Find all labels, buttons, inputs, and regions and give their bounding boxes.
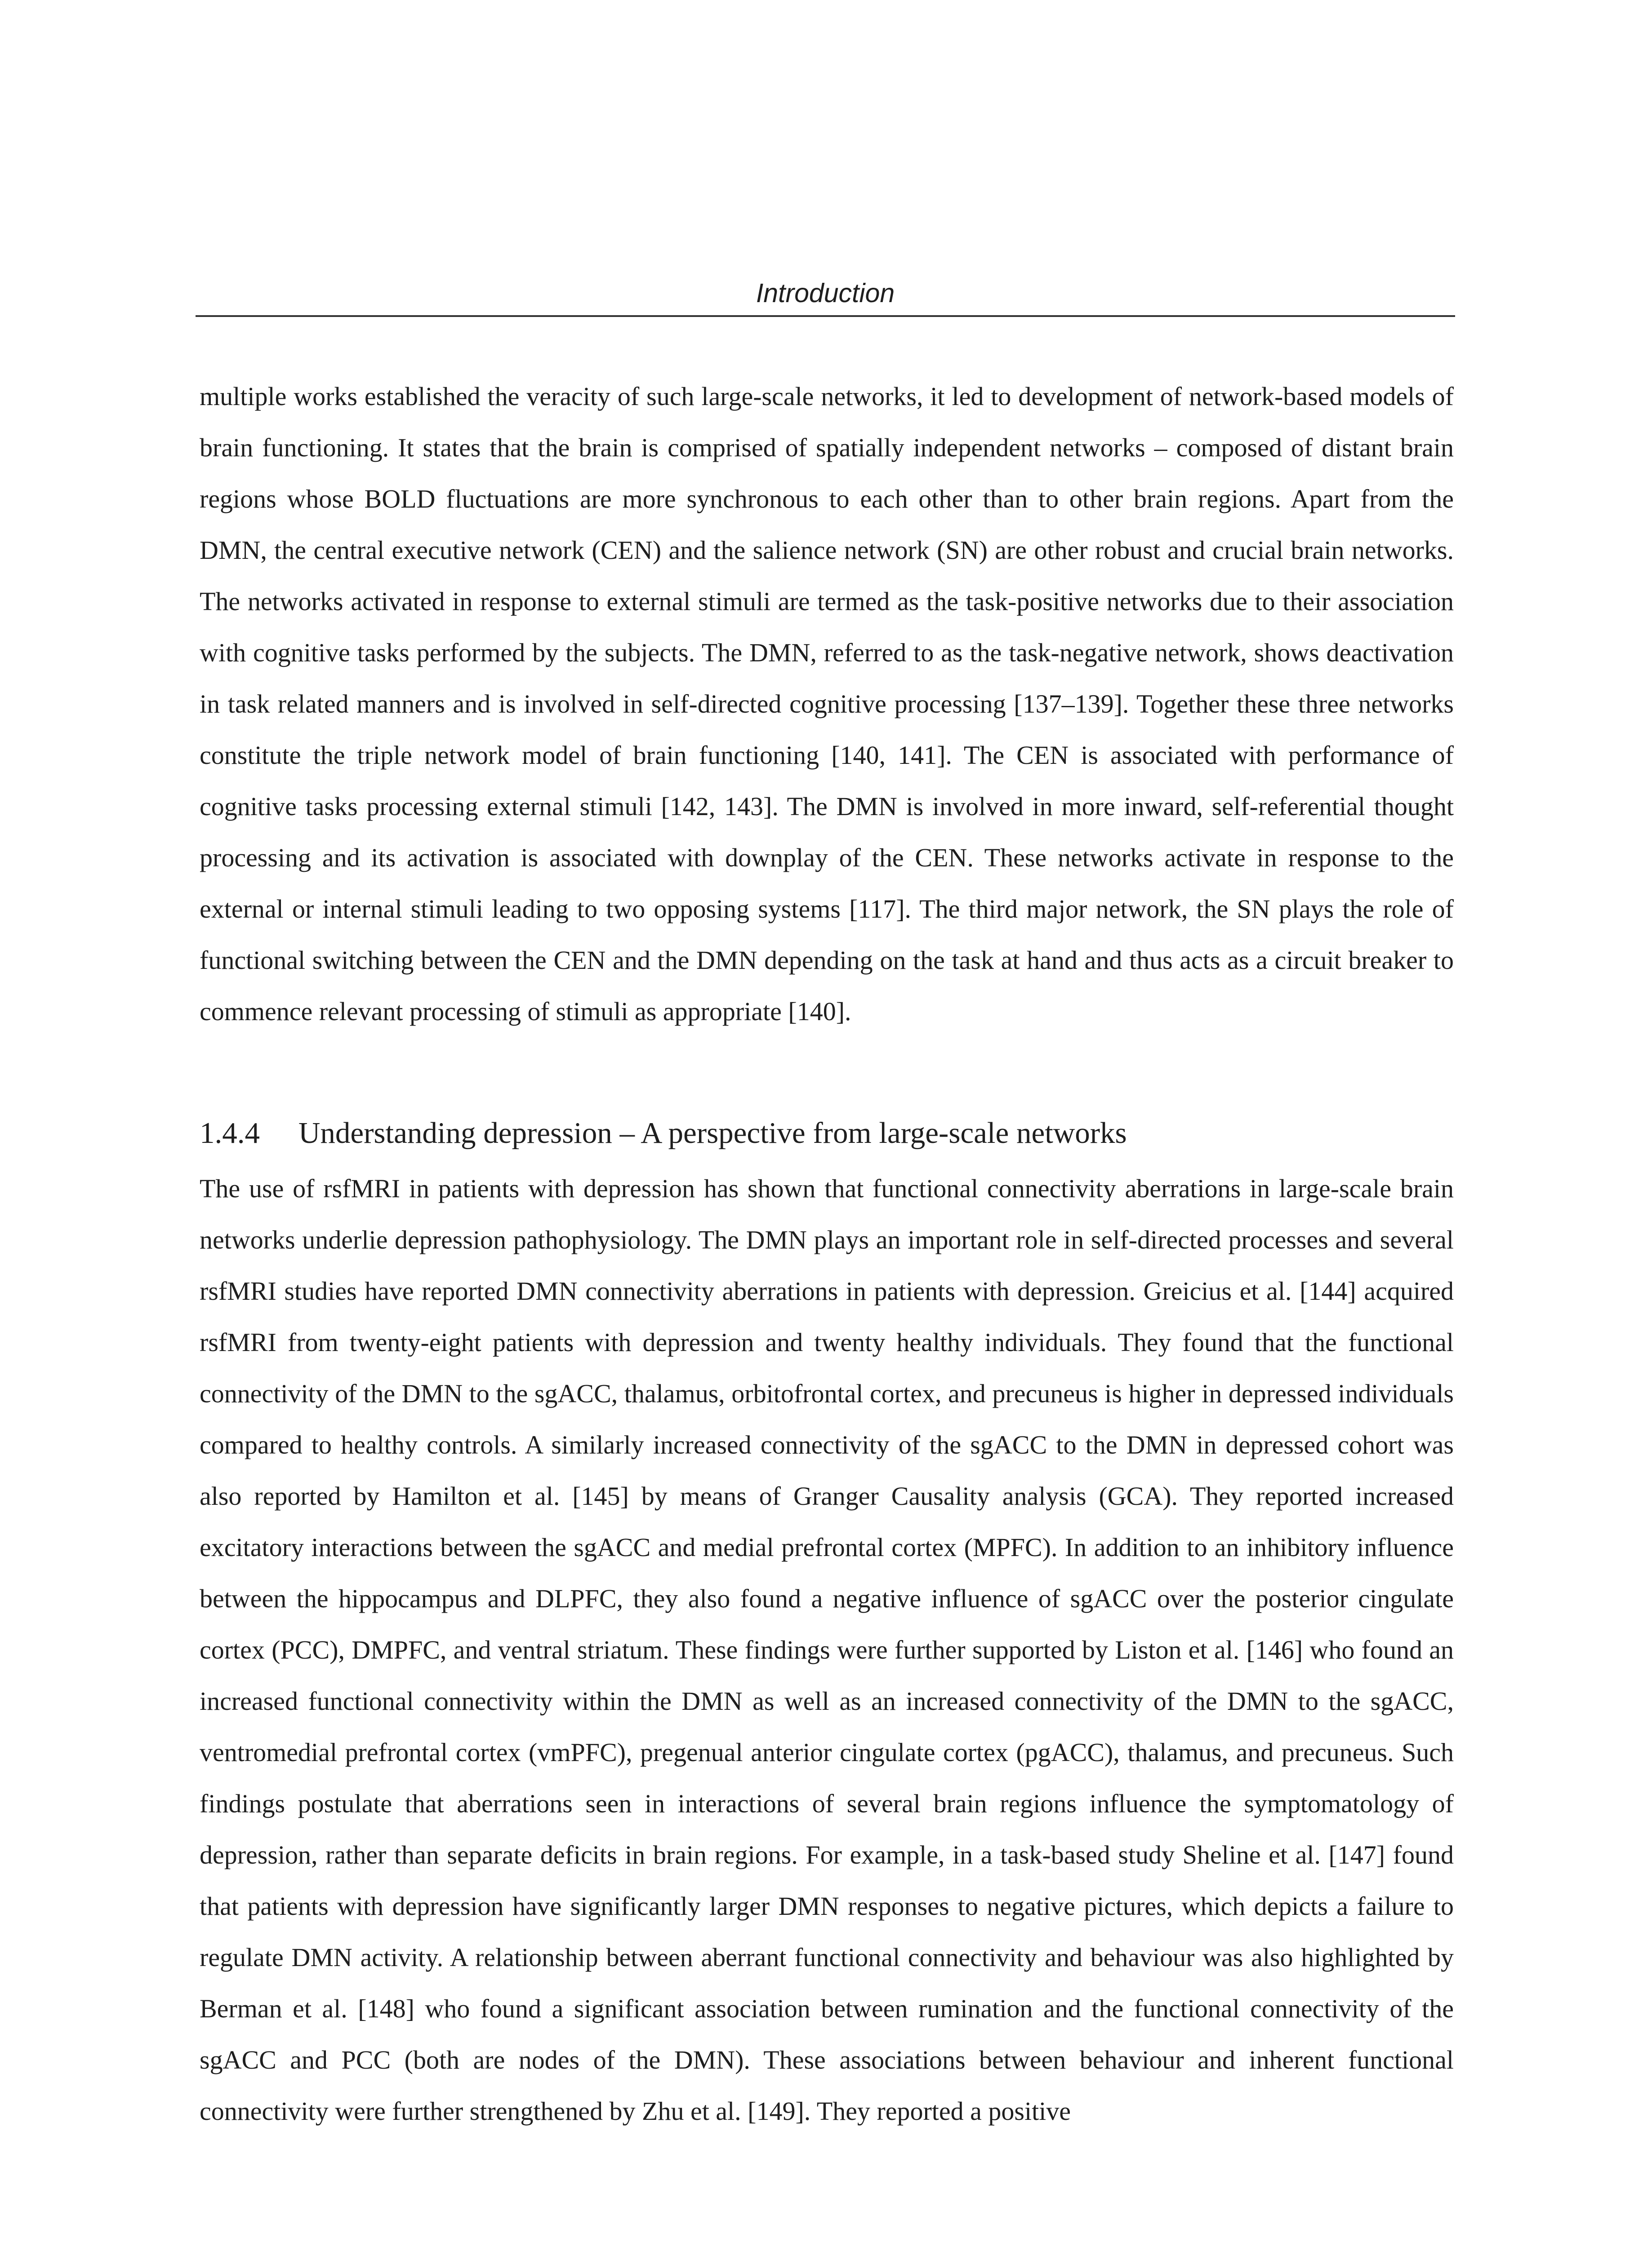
header-rule [196,315,1455,317]
paragraph-2: The use of rsfMRI in patients with depression has shown that functional connectivity aberrations in large-scale brain networks underlie depression pathophysiology. The DMN plays an important role in self-directed processes and several rsfMRI studies have reported DMN connectivity aberrations in patients with depression. Greicius et al. [144] acquired rsfMRI from twenty-eight patients with depression and twenty healthy individuals. They found that the functional connectivity of the DMN to the sgACC, thalamus, orbitofrontal cortex, and precuneus is higher in depressed individuals compared to healthy controls. A similarly increased connectivity of the sgACC to the DMN in depressed cohort was also reported by Hamilton et al. [145] by means of Granger Causality analysis (GCA). They reported increased excitatory interactions between the sgACC and medial prefrontal cortex (MPFC). In addition to an inhibitory influence between the hippocampus and DLPFC, they also found a negative influence of sgACC over the posterior cingulate cortex (PCC), DMPFC, and ventral striatum. These findings were further supported by Liston et al. [146] who found an increased functional connectivity within the DMN as well as an increased connectivity of the DMN to the sgACC, ventromedial prefrontal cortex (vmPFC), pregenual anterior cingulate cortex (pgACC), thalamus, and precuneus. Such findings postulate that aberrations seen in interactions of several brain regions influence the symptomatology of depression, rather than separate deficits in brain regions. For example, in a task-based study Sheline et al. [147] found that patients with depression have significantly larger DMN responses to negative pictures, which depicts a failure to regulate DMN activity. A relationship between aberrant functional connectivity and behaviour was also highlighted by Berman et al. [148] who found a significant association between rumination and the functional connectivity of the sgACC and PCC (both are nodes of the DMN). These associations between behaviour and inherent functional connectivity were further strengthened by Zhu et al. [149]. They reported a positive [200,1174,1454,2126]
running-header: Introduction [756,278,895,308]
section-heading [200,1113,1454,1153]
section-title: Understanding depression – A perspective from large-scale networks [298,1116,1127,1150]
section-number: 1.4.4 [200,1116,260,1150]
paragraph-1: multiple works established the veracity of such large-scale networks, it led to development of network-based models of brain functioning. It states that the brain is comprised of spatially independent networks – composed of distant brain regions whose BOLD fluctuations are more synchronous to each other than to other brain regions. Apart from the DMN, the central executive network (CEN) and the salience network (SN) are other robust and crucial brain networks. The networks activated in response to external stimuli are termed as the task-positive networks due to their association with cognitive tasks performed by the subjects. The DMN, referred to as the task-negative network, shows deactivation in task related manners and is involved in self-directed cognitive processing [137–139]. Together these three networks constitute the triple network model of brain functioning [140, 141]. The CEN is associated with performance of cognitive tasks processing external stimuli [142, 143]. The DMN is involved in more inward, self-referential thought processing and its activation is associated with downplay of the CEN. These networks activate in response to the external or internal stimuli leading to two opposing systems [117]. The third major network, the SN plays the role of functional switching between the CEN and the DMN depending on the task at hand and thus acts as a circuit breaker to commence relevant processing of stimuli as appropriate [140]. [200,382,1454,1026]
